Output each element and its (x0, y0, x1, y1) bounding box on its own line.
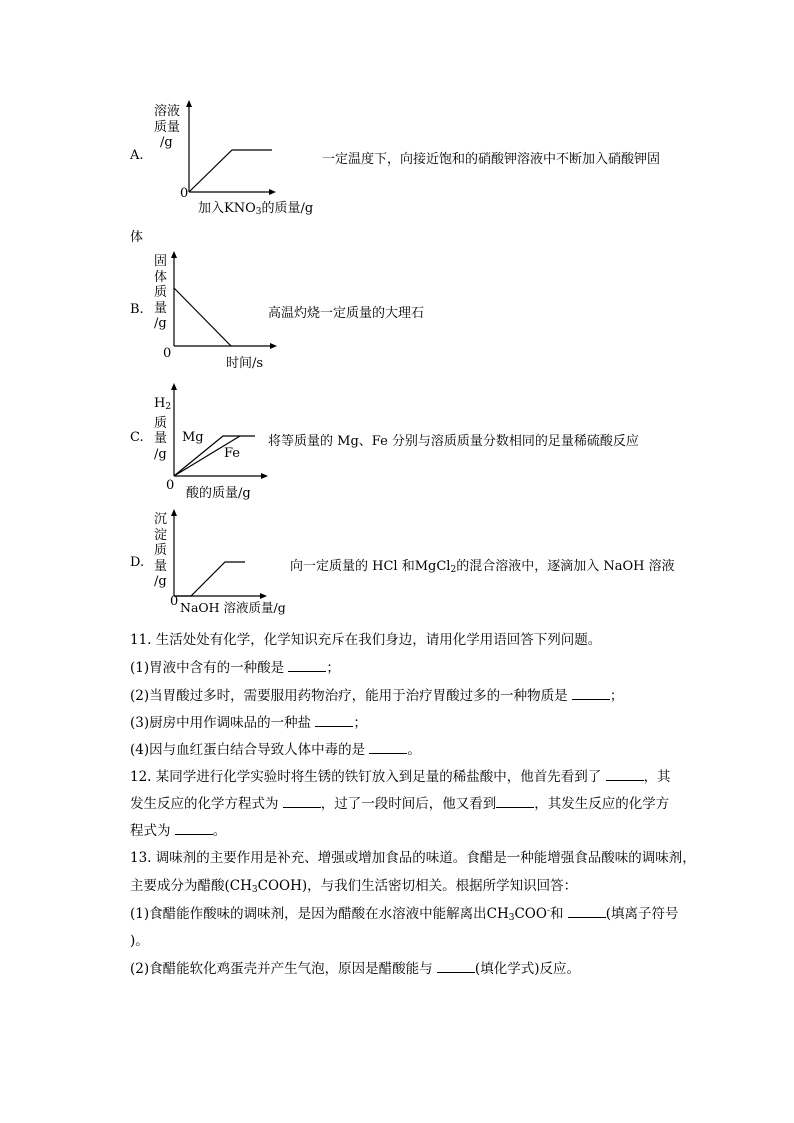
d-ylabel-line: 量 (154, 558, 168, 574)
q12-answer-blank-4[interactable] (175, 822, 213, 835)
c-ylabel-line: 量 (154, 431, 168, 446)
a-origin: 0 (180, 186, 189, 201)
q11-part-3: (3)厨房中用作调味品的一种盐 ； (130, 715, 367, 731)
c-ylabel-h2: $H_2$ (154, 396, 172, 412)
q13-part-1-continued: )。 (130, 933, 149, 949)
d-curve (174, 562, 245, 596)
q11-answer-blank-3[interactable] (315, 714, 353, 727)
d-ylabel-line: 淀 (154, 527, 168, 543)
q12-answer-blank-1[interactable] (606, 768, 644, 781)
b-ylabel-line: /g (154, 316, 167, 331)
d-origin: 0 (170, 594, 179, 609)
b-ylabel-line: 体 (154, 269, 168, 285)
a-ylabel-line: 溶液 (154, 104, 181, 119)
c-origin: 0 (166, 478, 175, 493)
b-ylabel-line: 固 (154, 254, 168, 269)
a-y-axis-label (154, 104, 180, 151)
b-curve (174, 288, 231, 346)
c-description: 将等质量的 Mg、Fe 分别与溶质质量分数相同的足量稀硫酸反应 (268, 434, 639, 449)
q11-part-1: (1)胃液中含有的一种酸是 ； (130, 660, 340, 676)
q13-answer-blank-2[interactable] (437, 960, 475, 973)
d-description: 向一定质量的 HCl 和MgCl$_2$的混合溶液中，逐滴加入 NaOH 溶液 (290, 559, 675, 575)
q12-line-1: 12. 某同学进行化学实验时将生锈的铁钉放入到足量的稀盐酸中，他首先看到了 ，其 (130, 769, 671, 785)
b-graph (165, 250, 285, 350)
a-graph (180, 100, 280, 200)
q11-stem: 11. 生活处处有化学，化学知识充斥在我们身边，请用化学用语回答下列问题。 (130, 632, 602, 648)
b-ylabel-line: 量 (154, 300, 168, 316)
option-letter-d: D. (130, 555, 145, 570)
b-origin: 0 (163, 346, 172, 361)
q11-part-2: (2)当胃酸过多时，需要服用药物治疗，能用于治疗胃酸过多的一种物质是 ； (130, 688, 624, 704)
d-x-axis-label: NaOH 溶液质量/g (180, 600, 286, 615)
a-ylabel-line: 质量 (154, 119, 181, 135)
c-x-axis-label: 酸的质量/g (186, 486, 251, 501)
q13-line-2: 主要成分为醋酸$(CH_3COOH)$，与我们生活密切相关。根据所学知识回答： (130, 878, 578, 895)
q12-answer-blank-2[interactable] (283, 795, 321, 808)
c-ylabel-line: 质 (154, 415, 168, 431)
q13-line-1: 13. 调味剂的主要作用是补充、增强或增加食品的味道。食醋是一种能增强食品酸味的调味剂， (130, 850, 696, 866)
a-description-continued: 体 (130, 230, 144, 245)
q13-answer-blank-1[interactable] (568, 905, 606, 918)
d-ylabel-line: 沉 (154, 512, 168, 527)
q13-part-1: (1)食醋能作酸味的调味剂，是因为醋酸在水溶液中能解离出$CH_3COO^-$和 (填离子符号 (130, 906, 679, 923)
b-description: 高温灼烧一定质量的大理石 (268, 306, 425, 321)
a-description: 一定温度下，向接近饱和的硝酸钾溶液中不断加入硝酸钾固 (322, 152, 661, 167)
a-ylabel-line: /g (160, 135, 173, 150)
q12-answer-blank-3[interactable] (496, 795, 534, 808)
q13-part-2: (2)食醋能软化鸡蛋壳并产生气泡，原因是醋酸能与 (填化学式)反应。 (130, 961, 580, 977)
d-ylabel-line: /g (154, 574, 167, 589)
q12-line-2: 发生反应的化学方程式为 ，过了一段时间后，他又看到 ，其发生反应的化学方 (130, 796, 670, 812)
a-curve (189, 150, 272, 192)
q11-answer-blank-2[interactable] (572, 687, 610, 700)
q11-answer-blank-4[interactable] (369, 741, 407, 754)
c-series-label-fe: Fe (224, 446, 241, 461)
b-x-axis-label: 时间/s (226, 356, 264, 371)
d-ylabel-line: 质 (154, 543, 168, 558)
b-ylabel-line: 质 (154, 285, 168, 300)
c-ylabel-line: /g (154, 446, 167, 462)
q11-part-4: (4)因与血红蛋白结合导致人体中毒的是 。 (130, 742, 421, 758)
option-letter-b: B. (130, 302, 144, 317)
q12-line-3: 程式为 。 (130, 823, 227, 839)
option-letter-a: A. (130, 148, 144, 163)
c-series-label-mg: Mg (182, 430, 204, 445)
option-letter-c: C. (130, 430, 144, 445)
a-x-axis-label: 加入$KNO_3$的质量/g (198, 201, 314, 217)
d-graph (165, 508, 275, 608)
q11-answer-blank-1[interactable] (288, 659, 326, 672)
